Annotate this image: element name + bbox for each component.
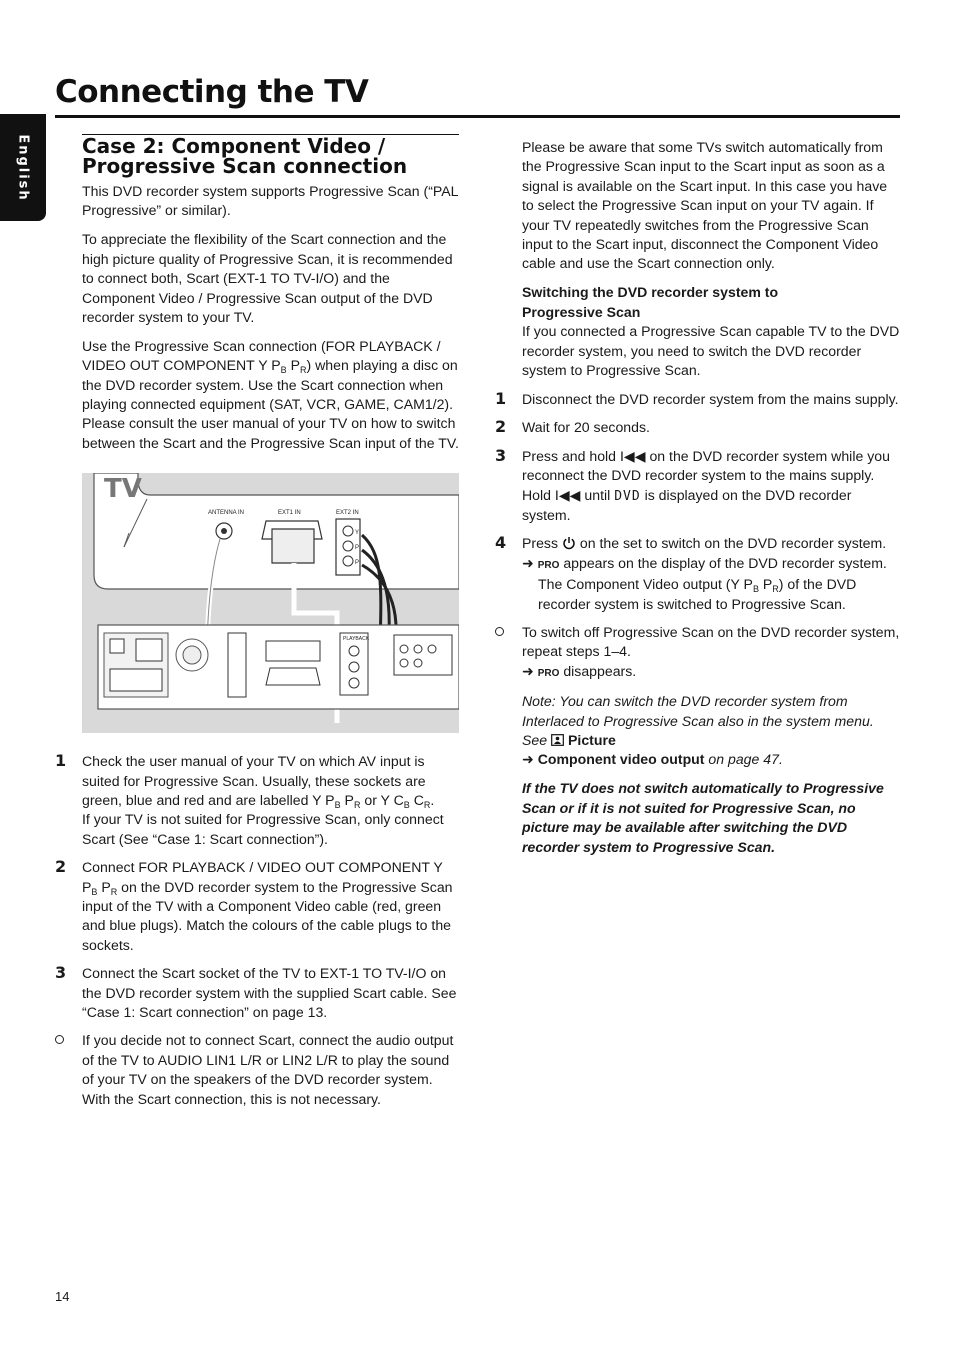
step-1 xyxy=(55,751,459,849)
pin-pr-label: P xyxy=(355,559,360,566)
text: Disconnect the DVD recorder system from the mains supply. xyxy=(522,390,899,407)
text: P xyxy=(286,357,301,374)
step-number: 1 xyxy=(55,751,67,771)
ext2-in-label: EXT2 IN xyxy=(336,509,359,516)
switch-step-4 xyxy=(495,533,902,614)
text: To switch off Progressive Scan on the DVD recorder system, repeat steps 1–4. xyxy=(522,623,900,660)
switch-step-1 xyxy=(495,388,902,409)
step-number: 3 xyxy=(495,445,507,465)
auto-switch-paragraph: Please be aware that some TVs switch automatically from the Progressive Scan input to the Scart input as soon as a signal is available on the Scart input. In this case you have to select the Progressive Scan input on your TV again. If your TV repeatedly switches from the Progressive Scan input to the Scart input, disconnect the Component Video cable and use the Scart connection only. xyxy=(522,139,888,272)
subheading-line1: Switching the DVD recorder system to xyxy=(522,284,779,301)
text: or Y C xyxy=(360,792,404,808)
subheading-line2: Progressive Scan xyxy=(522,303,641,320)
text: Connect the Scart socket of the TV to EXT-1 TO TV-I/O on the DVD recorder system with the supplied Scart cable. See “Case 1: Scart connection” on page 13. xyxy=(82,965,457,1021)
subscript: B xyxy=(403,800,410,810)
text: Note: You can switch the DVD recorder system from Interlaced to Progressive Scan also in the system menu. See xyxy=(522,693,874,748)
ext1-in-label: EXT1 IN xyxy=(278,509,301,516)
power-icon xyxy=(562,536,576,550)
playback-label: PLAYBACK xyxy=(343,635,370,642)
switch-off-bullet xyxy=(522,623,902,683)
text: Check the user manual of your TV on which AV input is suited for Progressive Scan. Usually, these sockets are green, blue and red and are labelled Y P xyxy=(82,753,426,808)
subscript: R xyxy=(423,800,431,810)
usage-paragraph xyxy=(82,337,459,453)
arrow-icon: ➜ xyxy=(522,554,538,571)
text: on page 47. xyxy=(704,751,783,768)
previous-button-icon: I◀◀ xyxy=(619,447,646,464)
scart-bullet xyxy=(82,1031,459,1109)
text: ) of the DVD recorder system is switched to Progressive Scan. xyxy=(538,576,857,612)
text: P xyxy=(97,878,111,895)
display-dvd-glyph: DVD xyxy=(614,488,641,504)
text: on the DVD recorder system while you reconnect the DVD recorder system to the mains supply. Hold xyxy=(522,447,890,503)
subscript: B xyxy=(280,365,287,376)
subscript: B xyxy=(334,800,341,810)
text: disappears. xyxy=(559,662,637,679)
bullet-icon xyxy=(495,627,504,636)
arrow-icon: ➜ xyxy=(522,751,538,768)
text: on the DVD recorder system to the Progressive Scan input of the TV with a Component Video cable (red, green and blue plugs). Match the colours of the cable plugs to the sockets. xyxy=(82,878,453,953)
subscript: B xyxy=(91,886,98,897)
text: Use the Progressive Scan connection (FOR PLAYBACK / VIDEO OUT COMPONENT Y P xyxy=(82,337,441,374)
subscript: R xyxy=(772,584,779,595)
text: C xyxy=(409,792,424,808)
text: on the set to switch on the DVD recorder system. xyxy=(575,535,887,552)
pro-display-text: PRO xyxy=(537,559,560,571)
bullet-icon xyxy=(55,1035,64,1044)
text: . xyxy=(430,792,435,808)
section-title-line2: Progressive Scan connection xyxy=(82,154,408,178)
title-rule xyxy=(55,115,900,118)
step-1-note: If your TV is not suited for Progressive Scan, only connect Scart (See “Case 1: Scart connection”). xyxy=(82,811,444,847)
switch-step-2 xyxy=(495,417,902,437)
text: appears on the display of the DVD recorder system. The Component Video output (Y P xyxy=(538,554,887,593)
flexibility-paragraph: To appreciate the flexibility of the Scart connection and the high picture quality of Progressive Scan, it is recommended to connect both, Scart (EXT-1 TO TV-I/O) and the Component Video / Progressive Scan output of the DVD recorder system to your TV. xyxy=(82,231,453,325)
text: ) when playing a disc on the DVD recorder system. Use the Scart connection when playing connected equipment (SAT, VCR, GAME, CAM1/2). Please consult the user manual of your TV on how to switch between the Scart and the Progressive Scan input of the TV. xyxy=(82,357,459,451)
picture-menu-icon xyxy=(551,734,564,746)
step-number: 1 xyxy=(495,388,507,408)
step-number: 2 xyxy=(55,857,67,877)
arrow-icon: ➜ xyxy=(522,662,538,679)
text: until xyxy=(580,486,615,503)
right-column xyxy=(495,138,902,866)
language-tab-label: English xyxy=(15,134,31,202)
tv-label: TV xyxy=(104,473,142,504)
switching-subheading xyxy=(522,283,902,322)
text: Wait for 20 seconds. xyxy=(522,419,650,436)
subscript: B xyxy=(752,584,759,595)
text: Press xyxy=(522,535,562,552)
step-number: 2 xyxy=(495,417,507,437)
language-tab xyxy=(0,114,46,221)
subscript: R xyxy=(300,365,307,376)
left-column xyxy=(55,134,459,1118)
section-title-line1: Case 2: Component Video / xyxy=(82,134,386,158)
warning-paragraph: If the TV does not switch automatically to Progressive Scan or if it is not suited for Progressive Scan, no picture may be available after switching the DVD recorder system to Progressive Scan. xyxy=(522,780,884,855)
component-video-output-text: Component video output xyxy=(537,751,705,768)
subscript: R xyxy=(353,800,361,810)
step-4-result xyxy=(522,554,902,614)
pin-y-label: Y xyxy=(355,529,360,536)
section-title xyxy=(82,136,459,176)
subscript: R xyxy=(110,886,118,897)
text: P xyxy=(758,576,773,593)
step-3 xyxy=(55,963,459,1022)
text: If you decide not to connect Scart, connect the audio output of the TV to AUDIO LIN1 L/R or LIN2 L/R to play the sound of your TV on the speakers of the DVD recorder system. With the Scart connection, this is not necessary. xyxy=(82,1032,454,1107)
switch-off-result xyxy=(522,662,902,683)
text: is displayed on the DVD recorder system. xyxy=(522,486,852,523)
text: Connect FOR PLAYBACK / VIDEO OUT COMPONENT Y P xyxy=(82,859,443,895)
page-number: 14 xyxy=(55,1289,70,1304)
switching-intro: If you connected a Progressive Scan capable TV to the DVD recorder system, you need to switch the DVD recorder system to Progressive Scan. xyxy=(522,323,900,378)
previous-button-icon: I◀◀ xyxy=(554,486,581,503)
text: Press and hold xyxy=(522,447,620,464)
step-number: 4 xyxy=(495,533,507,553)
text: P xyxy=(340,792,354,808)
step-2 xyxy=(55,857,459,955)
pin-pb-label: P xyxy=(355,544,360,551)
step-number: 3 xyxy=(55,963,67,983)
switch-step-3 xyxy=(495,445,902,526)
intro-paragraph: This DVD recorder system supports Progressive Scan (“PAL Progressive” or similar). xyxy=(82,183,458,219)
antenna-in-label: ANTENNA IN xyxy=(208,509,245,516)
connection-diagram xyxy=(82,473,459,733)
pro-display-text: PRO xyxy=(537,667,560,679)
system-menu-note xyxy=(522,692,902,770)
picture-menu-text: Picture xyxy=(568,731,616,748)
page-title: Connecting the TV xyxy=(55,74,369,110)
